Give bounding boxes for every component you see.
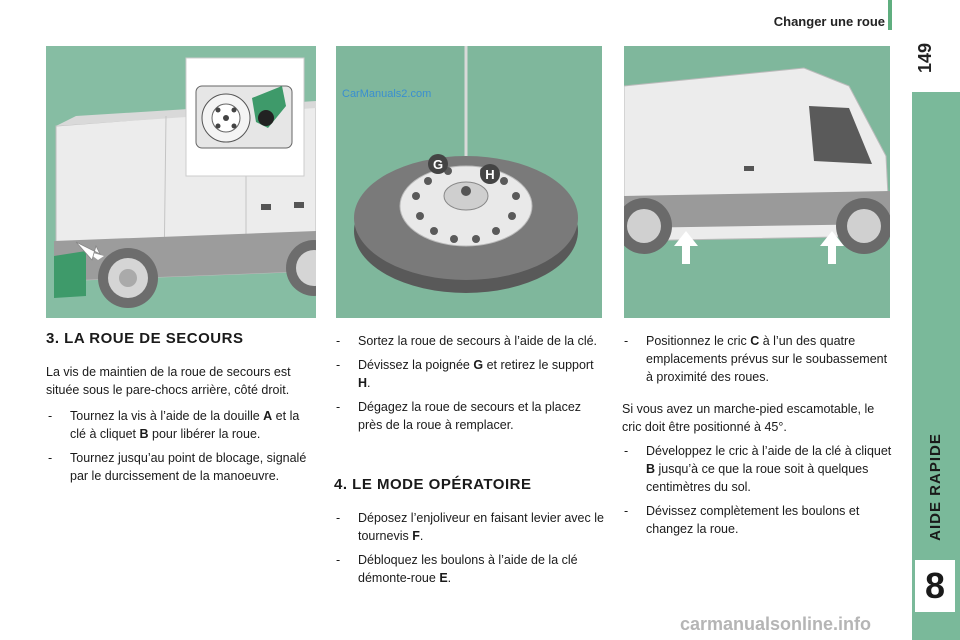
- list-item: - Dévissez complètement les boulons et changez la roue.: [622, 502, 892, 538]
- callout-g: G: [432, 157, 444, 172]
- removal-steps: [334, 332, 606, 434]
- column-left: [46, 330, 318, 491]
- van-rear-illustration: [46, 46, 316, 318]
- section-4-title: 4. LE MODE OPÉRATOIRE: [334, 476, 532, 493]
- list-item: - Positionnez le cric C à l’un des quatre emplacements prévus sur le soubassement à proximité des roues.: [622, 332, 892, 386]
- list-item: - Tournez jusqu’au point de blocage, signalé par le durcissement de la manoeuvre.: [46, 449, 318, 485]
- chapter-number: 8: [924, 565, 946, 606]
- page-number: 149: [915, 42, 935, 74]
- section-3-title: 3. LA ROUE DE SECOURS: [46, 330, 244, 347]
- list-item: - Débloquez les boulons à l’aide de la clé démonte-roue E.: [334, 551, 606, 587]
- list-item: - Développez le cric à l’aide de la clé à cliquet B jusqu’à ce que la roue soit à quelques centimètres du sol.: [622, 442, 892, 496]
- section-3-steps: [46, 407, 318, 485]
- figure-spare-tyre-support: [336, 46, 602, 318]
- figure-spare-wheel-location: [46, 46, 316, 318]
- lift-steps: [622, 442, 892, 538]
- list-item: - Dégagez la roue de secours et la placez près de la roue à remplacer.: [334, 398, 606, 434]
- watermark-bottom: carmanualsonline.info: [680, 614, 872, 634]
- figure-jack-positions: [624, 46, 890, 318]
- spare-tyre-illustration: [336, 46, 602, 318]
- section-3-intro: La vis de maintien de la roue de secours est située sous le pare-chocs arrière, côté droit.: [46, 365, 291, 397]
- chapter-side-label: AIDE RAPIDE: [927, 433, 944, 541]
- van-side-illustration: [624, 46, 890, 318]
- list-item: - Dévissez la poignée G et retirez le support H.: [334, 356, 606, 392]
- running-header-title: Changer une roue: [773, 14, 885, 29]
- list-item: - Tournez la vis à l’aide de la douille A et la clé à cliquet B pour libérer la roue.: [46, 407, 318, 443]
- callout-h: H: [485, 167, 495, 182]
- step-note: Si vous avez un marche-pied escamotable, le cric doit être positionné à 45°.: [622, 402, 875, 434]
- jack-steps: [622, 332, 892, 386]
- watermark-top: CarManuals2.com: [342, 88, 432, 100]
- list-item: - Sortez la roue de secours à l’aide de la clé.: [334, 332, 606, 350]
- list-item: - Déposez l’enjoliveur en faisant levier avec le tournevis F.: [334, 509, 606, 545]
- column-middle: [334, 332, 606, 593]
- header-accent-bar: [888, 0, 892, 30]
- column-right: [622, 332, 892, 544]
- section-4-steps: [334, 509, 606, 587]
